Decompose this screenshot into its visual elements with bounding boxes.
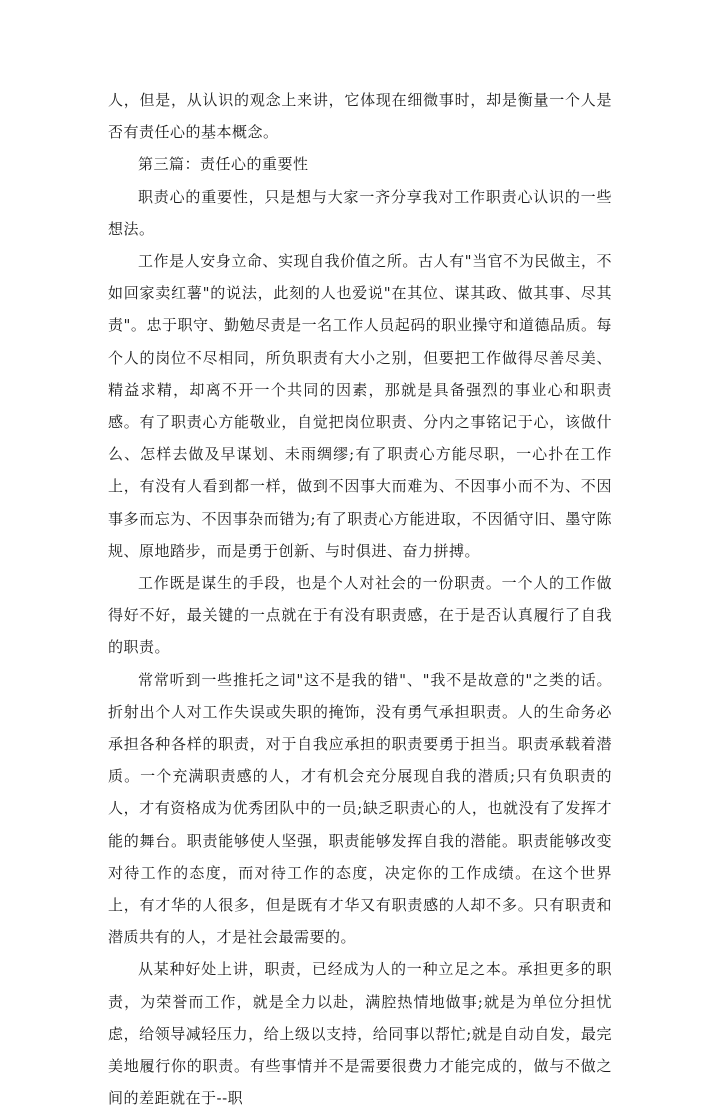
section-heading: 第三篇：责任心的重要性 xyxy=(138,155,309,174)
document-body xyxy=(108,84,612,1115)
paragraph: 工作是人安身立命、实现自我价值之所。古人有"当官不为民做主，不如回家卖红薯"的说法，此刻的人也爱说"在其位、谋其政、做其事、尽其责"。忠于职守、勤勉尽责是一名工作人员起码的职业操守和道德品质。每个人的岗位不尽相同，所负职责有大小之别，但要把工作做得尽善尽美、精益求精，却离不开一个共同的因素，那就是具备强烈的事业心和职责感。有了职责心方能敬业，自觉把岗位职责、分内之事铭记于心，该做什么、怎样去做及早谋划、未雨绸缪;有了职责心方能尽职，一心扑在工作上，有没有人看到都一样，做到不因事大而难为、不因事小而不为、不因事多而忘为、不因事杂而错为;有了职责心方能进取，不因循守旧、墨守陈规、原地踏步，而是勇于创新、与时俱进、奋力拼搏。 xyxy=(108,252,612,560)
paragraph: 从某种好处上讲，职责，已经成为人的一种立足之本。承担更多的职责，为荣誉而工作，就是全力以赴，满腔热情地做事;就是为单位分担忧虑，给领导减轻压力，给上级以支持，给同事以帮忙;就是自动自发，最完美地履行你的职责。有些事情并不是需要很费力才能完成的，做与不做之间的差距就在于--职 xyxy=(108,960,612,1108)
paragraph: 工作既是谋生的手段，也是个人对社会的一份职责。一个人的工作做得好不好，最关键的一点就在于有没有职责感，在于是否认真履行了自我的职责。 xyxy=(108,574,612,657)
paragraph: 职责心的重要性，只是想与大家一齐分享我对工作职责心认识的一些想法。 xyxy=(108,187,612,238)
paragraph-continuation: 人，但是，从认识的观念上来讲，它体现在细微事时，却是衡量一个人是否有责任心的基本概念。 xyxy=(108,91,612,142)
paragraph: 常常听到一些推托之词"这不是我的错"、"我不是故意的"之类的话。折射出个人对工作失误或失职的掩饰，没有勇气承担职责。人的生命务必承担各种各样的职责，对于自我应承担的职责要勇于担当。职责承载着潜质。一个充满职责感的人，才有机会充分展现自我的潜质;只有负职责的人，才有资格成为优秀团队中的一员;缺乏职责心的人，也就没有了发挥才能的舞台。职责能够使人坚强，职责能够发挥自我的潜能。职责能够改变对待工作的态度，而对待工作的态度，决定你的工作成绩。在这个世界上，有才华的人很多，但是既有才华又有职责感的人却不多。只有职责和潜质共有的人，才是社会最需要的。 xyxy=(108,670,612,947)
